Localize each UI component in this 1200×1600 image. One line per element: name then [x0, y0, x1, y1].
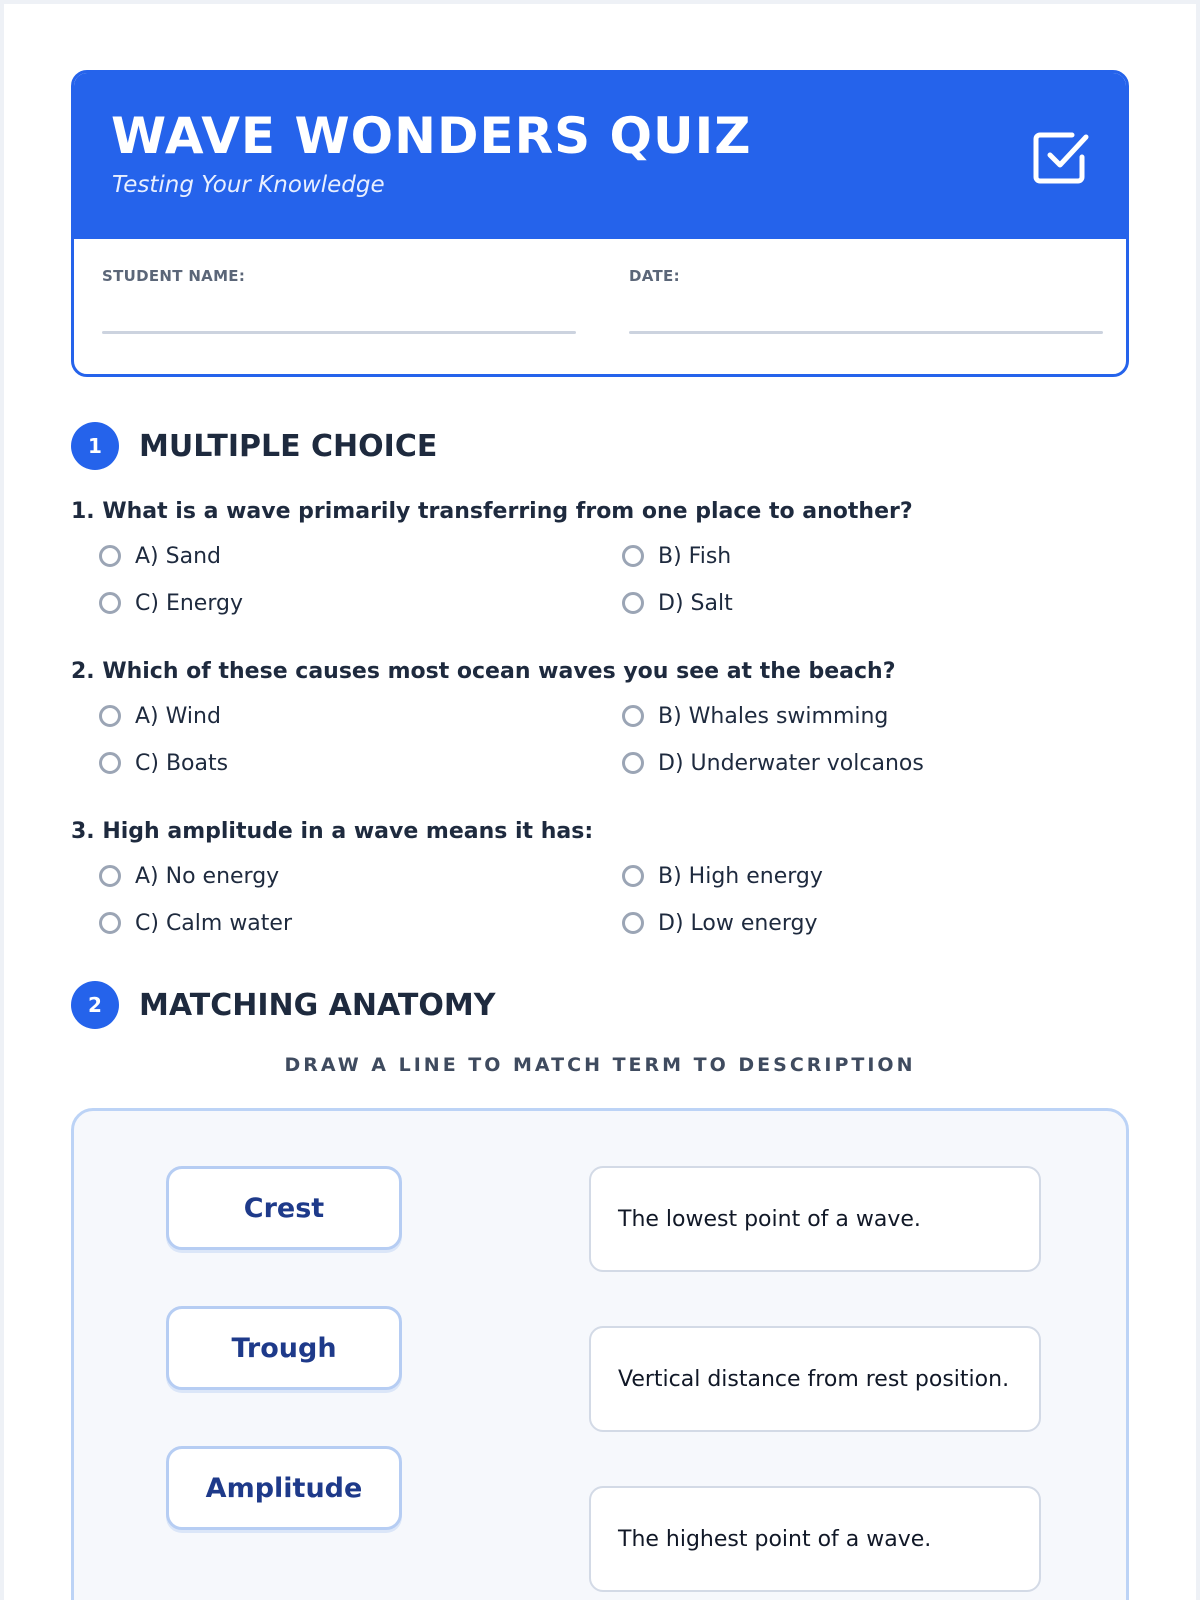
radio-button[interactable] — [99, 545, 121, 567]
option-label: A) Wind — [135, 703, 221, 729]
question-3 — [71, 818, 1129, 936]
section-number-badge: 1 — [71, 422, 119, 470]
question-text: 1. What is a wave primarily transferring from one place to another? — [71, 499, 913, 524]
option-3d[interactable] — [622, 908, 818, 938]
option-1c[interactable] — [99, 588, 243, 618]
matching-panel — [71, 1108, 1129, 1600]
question-2 — [71, 658, 1129, 776]
radio-button[interactable] — [99, 705, 121, 727]
description-card-3[interactable]: The highest point of a wave. — [589, 1486, 1041, 1592]
option-label: B) Fish — [658, 543, 732, 569]
option-1b[interactable] — [622, 541, 731, 571]
radio-button[interactable] — [622, 545, 644, 567]
section-number-badge: 2 — [71, 981, 119, 1029]
radio-button[interactable] — [99, 592, 121, 614]
student-name-field[interactable] — [102, 267, 576, 334]
option-label: D) Salt — [658, 590, 733, 616]
option-2d[interactable] — [622, 748, 924, 778]
option-label: A) No energy — [135, 863, 280, 889]
option-label: B) High energy — [658, 863, 823, 889]
option-2a[interactable] — [99, 701, 221, 731]
option-3a[interactable] — [99, 861, 279, 891]
term-card-crest[interactable]: Crest — [166, 1166, 402, 1250]
radio-button[interactable] — [99, 865, 121, 887]
worksheet-page — [4, 4, 1196, 1600]
option-label: C) Boats — [135, 750, 229, 776]
checkbox-checked-icon — [1028, 125, 1092, 189]
option-3c[interactable] — [99, 908, 292, 938]
date-label: DATE: — [629, 267, 680, 285]
option-label: C) Calm water — [135, 910, 292, 936]
matching-instruction: DRAW A LINE TO MATCH TERM TO DESCRIPTION — [284, 1054, 916, 1076]
title-banner — [74, 73, 1126, 239]
option-label: A) Sand — [135, 543, 221, 569]
section-title: MATCHING ANATOMY — [139, 987, 496, 1023]
quiz-subtitle: Testing Your Knowledge — [112, 172, 385, 198]
question-text: 3. High amplitude in a wave means it has: — [71, 819, 594, 844]
radio-button[interactable] — [622, 912, 644, 934]
description-card-1[interactable]: The lowest point of a wave. — [589, 1166, 1041, 1272]
radio-button[interactable] — [622, 705, 644, 727]
option-2c[interactable] — [99, 748, 228, 778]
student-name-line[interactable] — [102, 331, 576, 334]
radio-button[interactable] — [99, 912, 121, 934]
date-field[interactable] — [629, 267, 1103, 334]
section-heading-multiple-choice — [71, 422, 437, 470]
radio-button[interactable] — [99, 752, 121, 774]
question-1 — [71, 498, 1129, 616]
option-label: D) Underwater volcanos — [658, 750, 924, 776]
description-card-2[interactable]: Vertical distance from rest position. — [589, 1326, 1041, 1432]
quiz-header-card — [71, 70, 1129, 377]
radio-button[interactable] — [622, 752, 644, 774]
term-card-trough[interactable]: Trough — [166, 1306, 402, 1390]
option-1d[interactable] — [622, 588, 733, 618]
quiz-title: WAVE WONDERS QUIZ — [111, 107, 752, 165]
section-title: MULTIPLE CHOICE — [139, 428, 438, 464]
option-2b[interactable] — [622, 701, 888, 731]
radio-button[interactable] — [622, 865, 644, 887]
term-card-amplitude[interactable]: Amplitude — [166, 1446, 402, 1530]
radio-button[interactable] — [622, 592, 644, 614]
option-3b[interactable] — [622, 861, 823, 891]
student-name-label: STUDENT NAME: — [102, 267, 246, 285]
option-label: C) Energy — [135, 590, 243, 616]
option-label: D) Low energy — [658, 910, 818, 936]
question-text: 2. Which of these causes most ocean waves you see at the beach? — [71, 659, 896, 684]
option-1a[interactable] — [99, 541, 221, 571]
section-heading-matching-anatomy — [71, 981, 495, 1029]
option-label: B) Whales swimming — [658, 703, 889, 729]
date-line[interactable] — [629, 331, 1103, 334]
